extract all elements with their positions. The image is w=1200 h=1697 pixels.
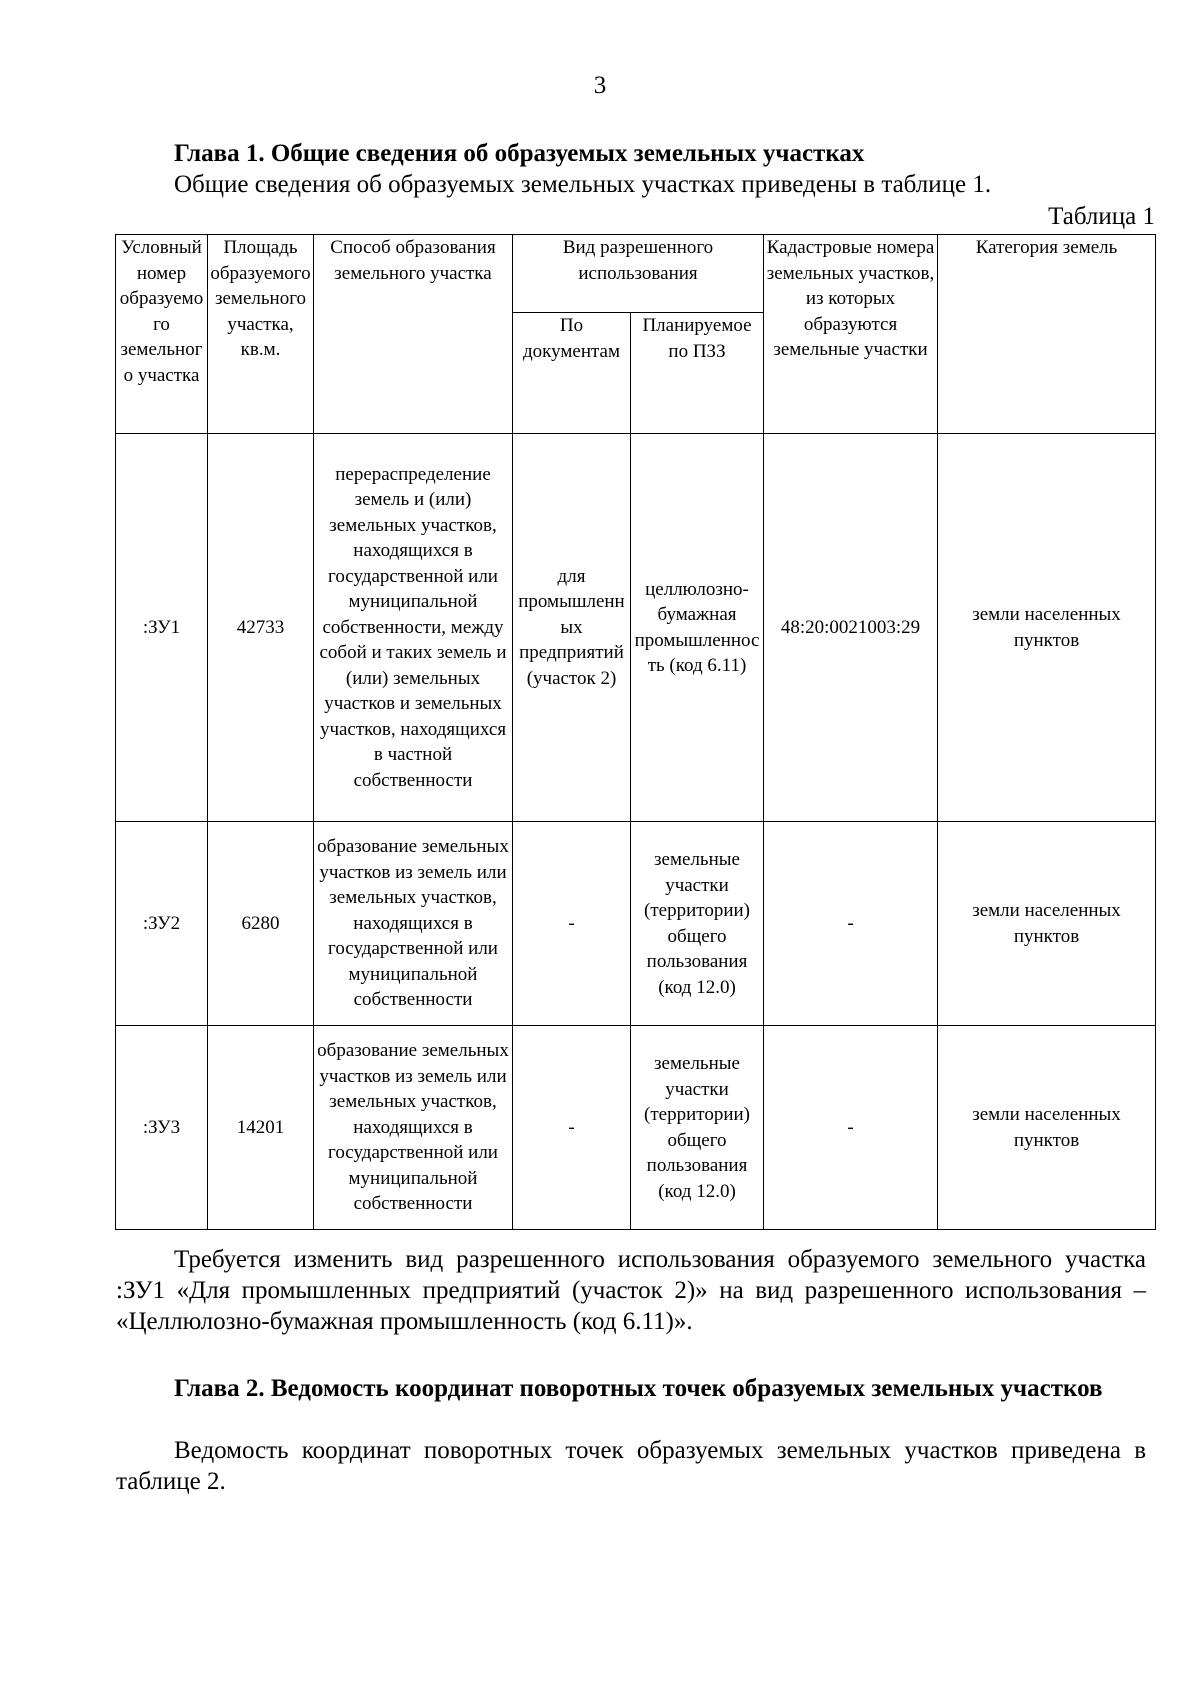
chapter-2-title: Глава 2. Ведомость координат поворотных точек образуемых земельных участков — [174, 1375, 1103, 1402]
cell-planned: целлюлозно-бумажная промышленность (код 6.11) — [631, 434, 764, 822]
cell-cadastral: 48:20:0021003:29 — [764, 434, 938, 822]
cell-number: :ЗУ1 — [116, 434, 208, 822]
cell-number: :ЗУ2 — [116, 822, 208, 1026]
table-row — [116, 434, 1156, 822]
chapter-2-intro: Ведомость координат поворотных точек образуемых земельных участков приведена в таблице 2. — [116, 1437, 1146, 1495]
cell-by-documents: - — [513, 822, 631, 1026]
cell-area: 6280 — [208, 822, 314, 1026]
header-permitted-use: Вид разрешенного использования — [513, 235, 764, 313]
cell-by-documents: для промышленных предприятий (участок 2) — [513, 434, 631, 822]
header-by-documents: По документам — [513, 313, 631, 434]
table-row — [116, 822, 1156, 1026]
chapter-1-title: Глава 1. Общие сведения об образуемых земельных участках — [174, 140, 865, 167]
header-conditional-number: Условный номер образуемого земельного участка — [116, 235, 208, 434]
header-area: Площадь образуемого земельного участка, кв.м. — [208, 235, 314, 434]
cell-method: образование земельных участков из земель или земельных участков, находящихся в государственной или муниципальной собственности — [314, 822, 513, 1026]
cell-cadastral: - — [764, 1026, 938, 1230]
cell-method: перераспределение земель и (или) земельных участков, находящихся в государственной или муниципальной собственности, между собой и таких земель и (или) земельных участков и земельных участков, находящихся в частной собственности — [314, 434, 513, 822]
cell-category: земли населенных пунктов — [938, 434, 1156, 822]
table-1-caption: Таблица 1 — [1048, 203, 1155, 230]
cell-method: образование земельных участков из земель или земельных участков, находящихся в государственной или муниципальной собственности — [314, 1026, 513, 1230]
change-paragraph: Требуется изменить вид разрешенного использования образуемого земельного участка :ЗУ1 «Для промышленных предприятий (участок 2)» на вид разрешенного использования – «Целлюлозно-бумажная промышленность (код 6.11)». — [116, 1246, 1146, 1335]
cell-planned: земельные участки (территории) общего пользования (код 12.0) — [631, 822, 764, 1026]
cell-area: 42733 — [208, 434, 314, 822]
header-cadastral-numbers: Кадастровые номера земельных участков, из которых образуются земельные участки — [764, 235, 938, 434]
header-planned-pzz: Планируемое по ПЗЗ — [631, 313, 764, 434]
header-formation-method: Способ образования земельного участка — [314, 235, 513, 434]
chapter-1-intro: Общие сведения об образуемых земельных участках приведены в таблице 1. — [174, 171, 992, 198]
cell-category: земли населенных пунктов — [938, 822, 1156, 1026]
page-number: 3 — [593, 72, 607, 99]
cell-cadastral: - — [764, 822, 938, 1026]
cell-planned: земельные участки (территории) общего пользования (код 12.0) — [631, 1026, 764, 1230]
cell-category: земли населенных пунктов — [938, 1026, 1156, 1230]
header-land-category: Категория земель — [938, 235, 1156, 434]
cell-by-documents: - — [513, 1026, 631, 1230]
cell-area: 14201 — [208, 1026, 314, 1230]
table-row — [116, 1026, 1156, 1230]
land-plots-table — [115, 234, 1156, 1230]
cell-number: :ЗУ3 — [116, 1026, 208, 1230]
